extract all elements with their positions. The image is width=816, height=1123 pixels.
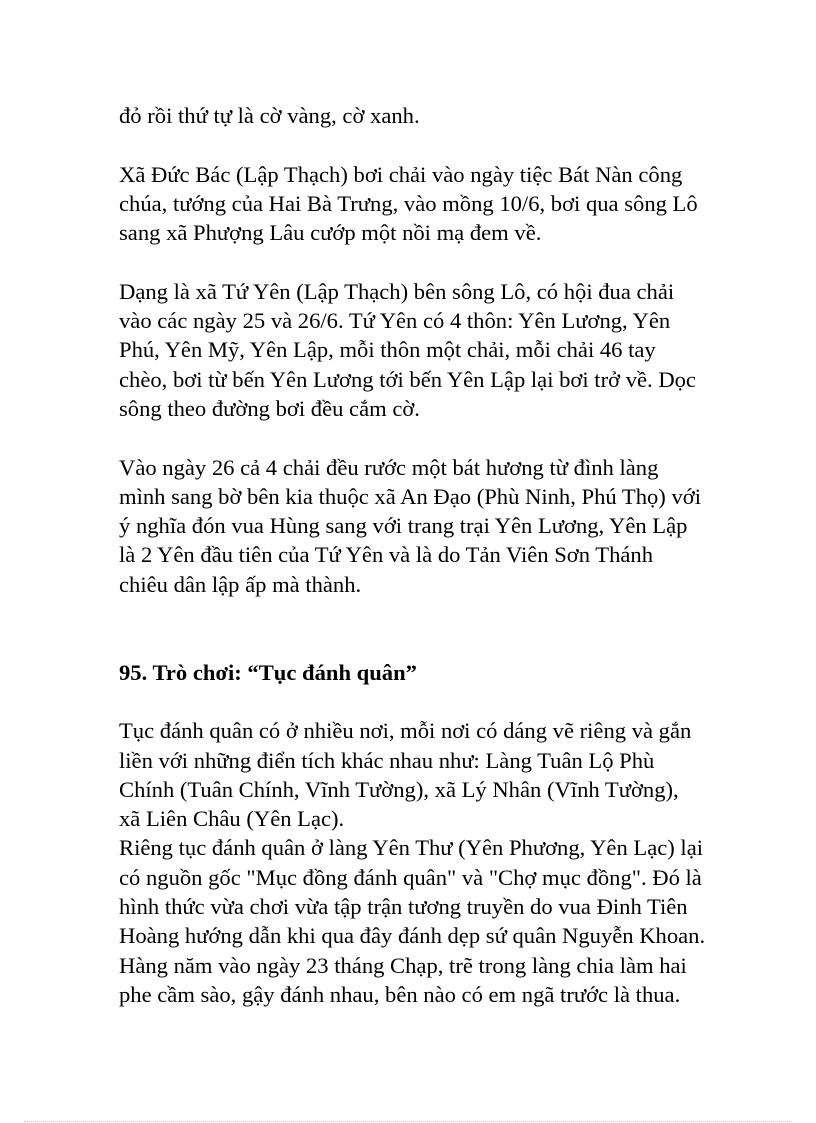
- page-body: [119, 101, 751, 1009]
- paragraph-incense-procession: [119, 453, 751, 599]
- paragraph-danh-quan-places: [119, 716, 751, 833]
- text-line: Phú, Yên Mỹ, Yên Lập, mỗi thôn một chải, mỗi chải 46 tay: [119, 337, 656, 363]
- text-line: hình thức vừa chơi vừa tập trận tương truyền do vua Đinh Tiên: [119, 894, 688, 920]
- paragraph-flag-order: [119, 101, 751, 130]
- text-line: Tục đánh quân có ở nhiều nơi, mỗi nơi có dáng vẽ riêng và gắn: [119, 718, 692, 744]
- text-line: chúa, tướng của Hai Bà Trưng, vào mồng 10/6, bơi qua sông Lô: [119, 190, 698, 216]
- text-line: ý nghĩa đón vua Hùng sang với trang trại Yên Lương, Yên Lập: [119, 513, 688, 539]
- text-line: liền với những điển tích khác nhau như: Làng Tuân Lộ Phù: [119, 747, 655, 773]
- text-line: Vào ngày 26 cả 4 chải đều rước một bát hương từ đình làng: [119, 454, 659, 480]
- text-line: xã Liên Châu (Yên Lạc).: [119, 806, 345, 832]
- text-line: Hàng năm vào ngày 23 tháng Chạp, trẽ trong làng chia làm hai: [119, 952, 687, 978]
- page-bottom-divider: [24, 1121, 792, 1122]
- text-line: Dạng là xã Tứ Yên (Lập Thạch) bên sông Lô, có hội đua chải: [119, 278, 675, 304]
- text-line: Riêng tục đánh quân ở làng Yên Thư (Yên Phương, Yên Lạc) lại: [119, 835, 704, 861]
- paragraph-spacer: [119, 423, 751, 452]
- paragraph-yen-thu: [119, 833, 751, 1009]
- paragraph-spacer: [119, 247, 751, 276]
- text-line: đỏ rồi thứ tự là cờ vàng, cờ xanh.: [119, 103, 420, 128]
- text-line: Chính (Tuân Chính, Vĩnh Tường), xã Lý Nhân (Vĩnh Tường),: [119, 776, 679, 802]
- text-line: phe cầm sào, gậy đánh nhau, bên nào có em ngã trước là thua.: [119, 981, 681, 1007]
- section-heading: [119, 658, 751, 687]
- text-line: chiêu dân lập ấp mà thành.: [119, 571, 362, 597]
- text-line: là 2 Yên đầu tiên của Tứ Yên và là do Tản Viên Sơn Thánh: [119, 542, 653, 568]
- section-spacer: [119, 599, 751, 658]
- paragraph-duc-bac: [119, 160, 751, 248]
- text-line: Hoàng hướng dẫn khi qua đây đánh dẹp sứ quân Nguyễn Khoan.: [119, 923, 706, 949]
- paragraph-tu-yen: [119, 277, 751, 423]
- section-heading-text: 95. Trò chơi: “Tục đánh quân”: [119, 659, 417, 685]
- text-line: Xã Đức Bác (Lập Thạch) bơi chải vào ngày tiệc Bát Nàn công: [119, 161, 683, 187]
- text-line: mình sang bờ bên kia thuộc xã An Đạo (Phù Ninh, Phú Thọ) với: [119, 483, 701, 509]
- text-line: vào các ngày 25 và 26/6. Tứ Yên có 4 thôn: Yên Lương, Yên: [119, 308, 671, 334]
- text-line: sông theo đường bơi đều cắm cờ.: [119, 395, 420, 421]
- text-line: chèo, bơi từ bến Yên Lương tới bến Yên Lập lại bơi trở về. Dọc: [119, 366, 696, 392]
- paragraph-spacer: [119, 687, 751, 716]
- text-line: sang xã Phượng Lâu cướp một nồi mạ đem về.: [119, 220, 542, 246]
- paragraph-spacer: [119, 130, 751, 159]
- text-line: có nguồn gốc "Mục đồng đánh quân" và "Chợ mục đồng". Đó là: [119, 864, 702, 890]
